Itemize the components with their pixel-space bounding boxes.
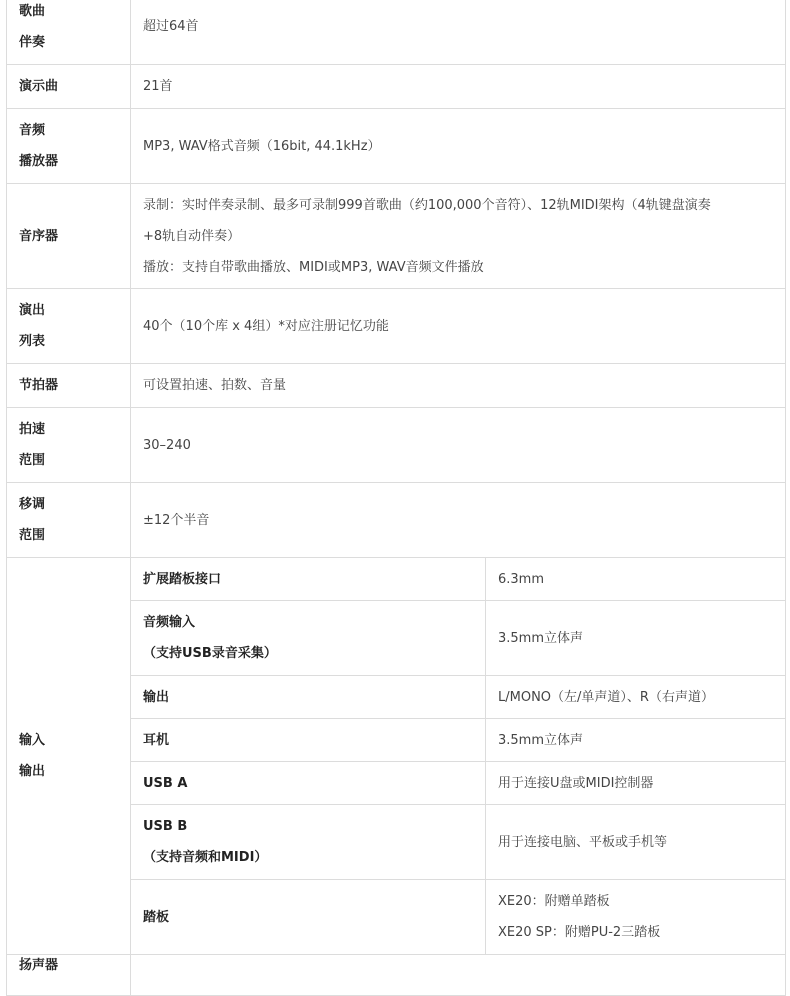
spec-row [7, 364, 786, 408]
spec-key-line: 歌曲 [19, 3, 46, 19]
spec-key [7, 109, 131, 184]
spec-key-line: 音序器 [19, 228, 59, 244]
io-port-value [486, 676, 786, 719]
spec-value [131, 955, 786, 996]
io-port-name-line: 耳机 [143, 732, 170, 748]
spec-value-line: +8轨自动伴奏） [143, 228, 241, 244]
spec-key [7, 0, 131, 65]
spec-value [131, 408, 786, 483]
spec-key [7, 408, 131, 483]
io-port-name-line: （支持USB录音采集） [143, 646, 277, 661]
spec-key-line: 扬声器 [19, 958, 59, 973]
io-port-value-line: 3.5mm立体声 [498, 732, 584, 748]
spec-value [131, 65, 786, 109]
io-port-value-line: 3.5mm立体声 [498, 630, 584, 646]
spec-value-line: 播放：支持自带歌曲播放、MIDI或MP3, WAV音频文件播放 [143, 259, 484, 275]
spec-key-line: 移调 [19, 497, 46, 512]
spec-key-line: 范围 [19, 453, 46, 468]
spec-value-line: 40个（10个库 x 4组）*对应注册记忆功能 [143, 318, 389, 334]
spec-key-line: 范围 [19, 528, 46, 543]
spec-value-line: 录制：实时伴奏录制、最多可录制999首歌曲（约100,000个音符）、12轨MIDI架构（4轨键盘演奏 [143, 197, 711, 213]
spec-value-line: 21首 [143, 79, 173, 94]
spec-key [7, 483, 131, 558]
spec-key-line: 节拍器 [19, 378, 59, 393]
spec-row [7, 483, 786, 558]
spec-key [7, 65, 131, 109]
spec-key [7, 364, 131, 408]
io-port-name [131, 558, 486, 601]
spec-value [131, 0, 786, 65]
spec-value [131, 289, 786, 364]
io-port-value [486, 601, 786, 676]
io-port-value-line: L/MONO（左/单声道）、R（右声道） [498, 689, 714, 705]
spec-row [7, 184, 786, 289]
io-port-value-line: 6.3mm [498, 571, 545, 587]
spec-key-line: 拍速 [19, 422, 46, 437]
spec-key [7, 955, 131, 996]
spec-value-line: 可设置拍速、拍数、音量 [143, 378, 287, 393]
spec-value-line: ±12个半音 [143, 512, 210, 528]
io-port-name [131, 719, 486, 762]
io-port-value-line: XE20：附赠单踏板 [498, 894, 610, 909]
io-port-name [131, 880, 486, 955]
io-port-value [486, 558, 786, 601]
io-row [7, 558, 786, 601]
spec-row [7, 955, 786, 996]
spec-value [131, 109, 786, 184]
io-port-name-line: 音频输入 [143, 615, 196, 630]
io-port-name-line: USB B [143, 819, 188, 834]
spec-value [131, 364, 786, 408]
io-port-value [486, 762, 786, 805]
spec-value-line: MP3, WAV格式音频（16bit, 44.1kHz） [143, 138, 381, 154]
io-port-name [131, 601, 486, 676]
spec-table [6, 0, 786, 996]
spec-value [131, 483, 786, 558]
io-port-name-line: USB A [143, 775, 188, 791]
io-port-value [486, 880, 786, 955]
spec-row [7, 289, 786, 364]
spec-key-line: 播放器 [19, 154, 59, 169]
spec-value [131, 184, 786, 289]
io-port-name [131, 762, 486, 805]
io-port-name-line: 输出 [143, 689, 170, 705]
spec-key-line: 列表 [19, 334, 46, 349]
spec-key [7, 289, 131, 364]
spec-row [7, 408, 786, 483]
spec-key-line: 音频 [19, 123, 46, 138]
io-port-value-line: 用于连接U盘或MIDI控制器 [498, 775, 654, 791]
io-port-value-line: XE20 SP：附赠PU-2三踏板 [498, 925, 661, 940]
io-port-value [486, 719, 786, 762]
io-key-line: 输出 [19, 764, 46, 779]
io-port-name-line: 扩展踏板接口 [143, 571, 222, 587]
spec-key-line: 演出 [19, 303, 46, 318]
io-port-value [486, 805, 786, 880]
spec-value-line: 超过64首 [143, 19, 199, 34]
io-key [7, 558, 131, 955]
io-port-value-line: 用于连接电脑、平板或手机等 [498, 834, 668, 850]
spec-key [7, 184, 131, 289]
io-port-name-line: 踏板 [143, 909, 170, 925]
spec-key-line: 伴奏 [19, 34, 46, 50]
spec-row [7, 65, 786, 109]
spec-row [7, 0, 786, 65]
spec-row [7, 109, 786, 184]
io-port-name-line: （支持音频和MIDI） [143, 850, 268, 865]
spec-value-line: 30–240 [143, 437, 191, 453]
io-key-line: 输入 [19, 733, 46, 748]
spec-key-line: 演示曲 [19, 79, 59, 94]
io-port-name [131, 676, 486, 719]
io-port-name [131, 805, 486, 880]
